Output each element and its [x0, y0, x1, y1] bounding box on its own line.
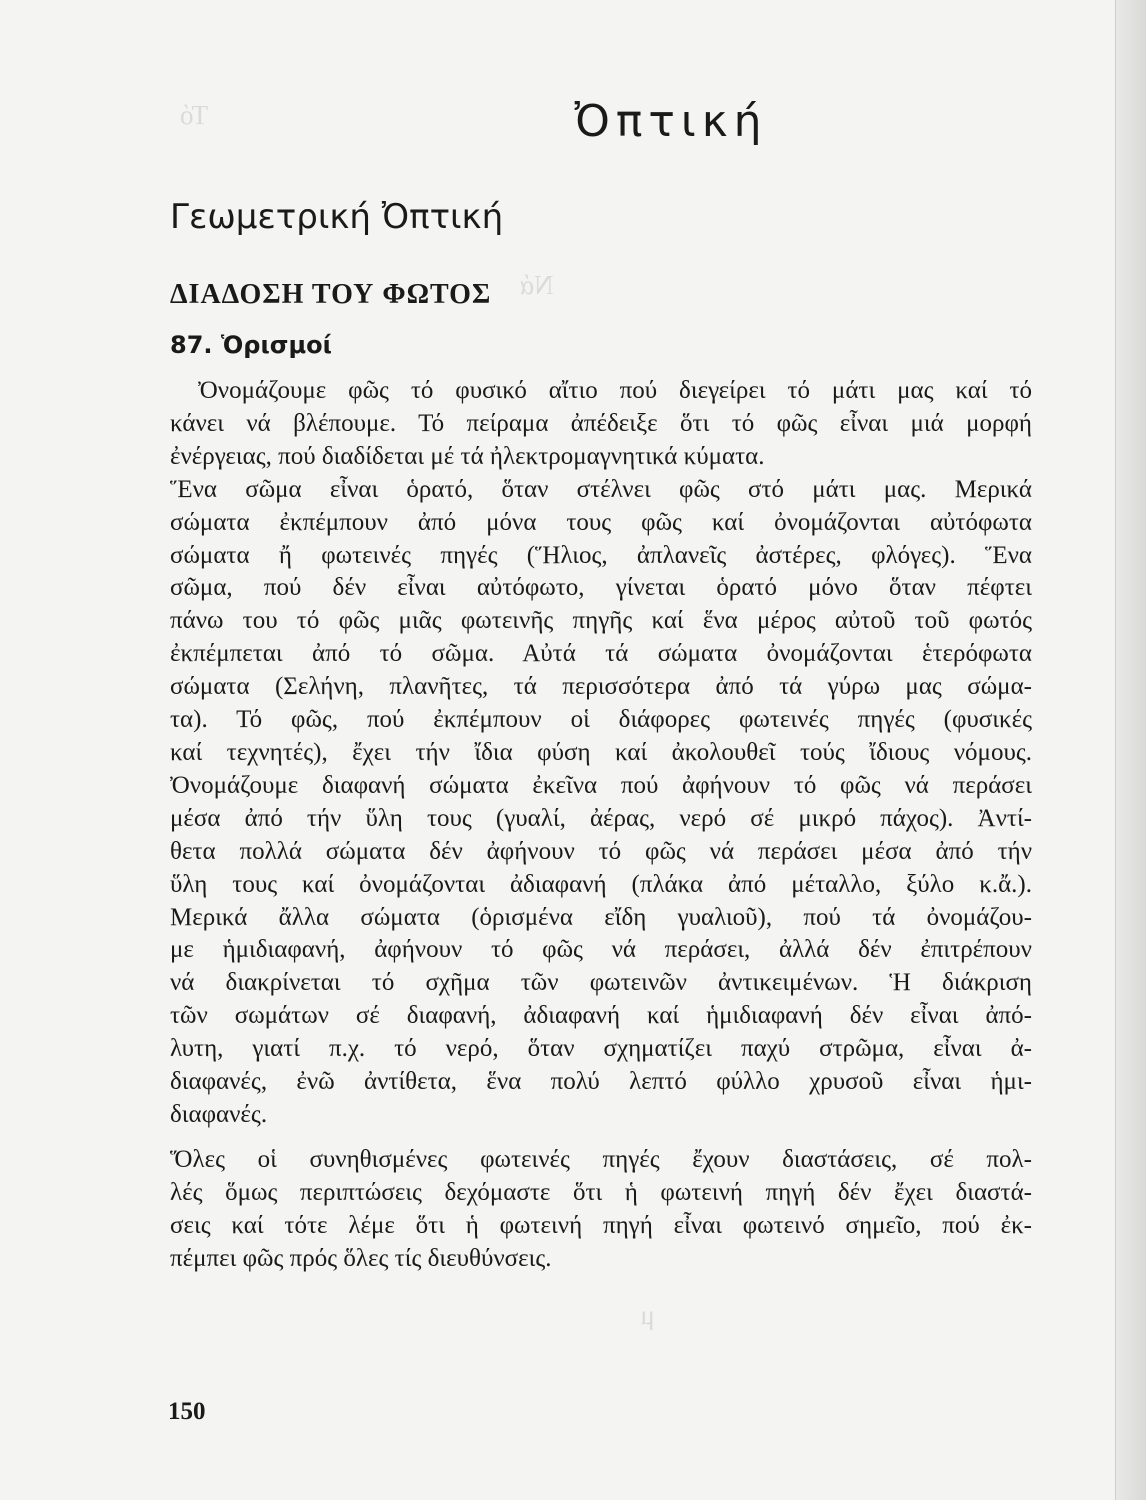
page-edge — [1115, 0, 1146, 1500]
text-line: πέμπει φῶς πρός ὅλες τίς διευθύνσεις. — [170, 1244, 552, 1272]
chapter-title: Ὀπτική — [574, 96, 768, 147]
paragraph-heading: 87. Ὁρισμοί — [170, 331, 332, 359]
bleed-through-text: Τό — [180, 100, 209, 130]
text-line: σώματα ἤ φωτεινές πηγές (Ἥλιος, ἀπλανεῖς ἀστέρες, φλόγες). Ἕνα — [170, 541, 1032, 569]
text-line: με ἡμιδιαφανή, ἀφήνουν τό φῶς νά περάσει, ἀλλά δέν ἐπιτρέπουν — [170, 936, 1032, 964]
bleed-through-text: Νά — [520, 270, 554, 300]
page-number: 150 — [168, 1398, 206, 1425]
text-line: Μερικά ἄλλα σώματα (ὁρισμένα εἴδη γυαλιοῦ), πού τά ὀνομάζου- — [170, 903, 1032, 931]
body-text — [170, 375, 1032, 1275]
text-line: διαφανές, ἐνῶ ἀντίθετα, ἕνα πολύ λεπτό φύλλο χρυσοῦ εἶναι ἡμι- — [170, 1068, 1032, 1096]
text-line: λές ὅμως περιπτώσεις δεχόμαστε ὅτι ἡ φωτεινή πηγή δέν ἔχει διαστά- — [170, 1178, 1032, 1206]
text-line: σῶμα, πού δέν εἶναι αὐτόφωτο, γίνεται ὁρατό μόνο ὅταν πέφτει — [170, 574, 1032, 602]
text-line: νά διακρίνεται τό σχῆμα τῶν φωτεινῶν ἀντικειμένων. Ἡ διάκριση — [170, 969, 1032, 997]
text-line: τα). Τό φῶς, πού ἐκπέμπουν οἱ διάφορες φωτεινές πηγές (φυσικές — [170, 706, 1032, 734]
text-line: Ἕνα σῶμα εἶναι ὁρατό, ὅταν στέλνει φῶς στό μάτι μας. Μερικά — [170, 475, 1032, 503]
text-line: Ὀνομάζουμε διαφανή σώματα ἐκεῖνα πού ἀφήνουν τό φῶς νά περάσει — [170, 771, 1032, 799]
text-line: καί τεχνητές), ἔχει τήν ἴδια φύση καί ἀκολουθεῖ τούς ἴδιους νόμους. — [170, 738, 1032, 766]
text-line: σώματα (Σελήνη, πλανῆτες, τά περισσότερα ἀπό τά γύρω μας σώμα- — [170, 673, 1032, 701]
text-line: κάνει νά βλέπουμε. Τό πείραμα ἀπέδειξε ὅτι τό φῶς εἶναι μιά μορφή — [170, 409, 1032, 437]
text-line: μέσα ἀπό τήν ὕλη τους (γυαλί, ἀέρας, νερό σέ μικρό πάχος). Ἀντί- — [170, 804, 1032, 832]
text-line: διαφανές. — [170, 1100, 268, 1128]
text-line: Ὅλες οἱ συνηθισμένες φωτεινές πηγές ἔχουν διαστάσεις, σέ πολ- — [170, 1145, 1032, 1173]
text-line: λυτη, γιατί π.χ. τό νερό, ὅταν σχηματίζει παχύ στρῶμα, εἶναι ἀ- — [170, 1035, 1032, 1063]
text-line: ἐνέργειας, πού διαδίδεται μέ τά ἠλεκτρομαγνητικά κύματα. — [170, 442, 765, 470]
subsection-title: ΔΙΑΔΟΣΗ ΤΟΥ ΦΩΤΟΣ — [170, 279, 492, 310]
text-line: ὕλη τους καί ὀνομάζονται ἀδιαφανή (πλάκα ἀπό μέταλλο, ξύλο κ.ἄ.). — [170, 870, 1032, 898]
text-line: Ὀνομάζουμε φῶς τό φυσικό αἴτιο πού διεγείρει τό μάτι μας καί τό — [198, 377, 1032, 404]
text-line: ἐκπέμπεται ἀπό τό σῶμα. Αὐτά τά σώματα ὀνομάζονται ἑτερόφωτα — [170, 640, 1032, 668]
text-line: τῶν σωμάτων σέ διαφανή, ἀδιαφανή καί ἡμιδιαφανή δέν εἶναι ἀπό- — [170, 1002, 1032, 1030]
paragraph-gap — [170, 1132, 1032, 1144]
section-title: Γεωμετρική Ὀπτική — [170, 197, 504, 237]
bleed-through-text: μ — [640, 1300, 655, 1330]
text-line: πάνω του τό φῶς μιᾶς φωτεινῆς πηγῆς καί ἕνα μέρος αὐτοῦ τοῦ φωτός — [170, 607, 1032, 635]
text-line: θετα πολλά σώματα δέν ἀφήνουν τό φῶς νά περάσει μέσα ἀπό τήν — [170, 837, 1032, 865]
text-line: σώματα ἐκπέμπουν ἀπό μόνα τους φῶς καί ὀνομάζονται αὐτόφωτα — [170, 508, 1032, 536]
page-content — [170, 96, 1032, 1275]
text-line: σεις καί τότε λέμε ὅτι ἡ φωτεινή πηγή εἶναι φωτεινό σημεῖο, πού ἐκ- — [170, 1211, 1032, 1239]
